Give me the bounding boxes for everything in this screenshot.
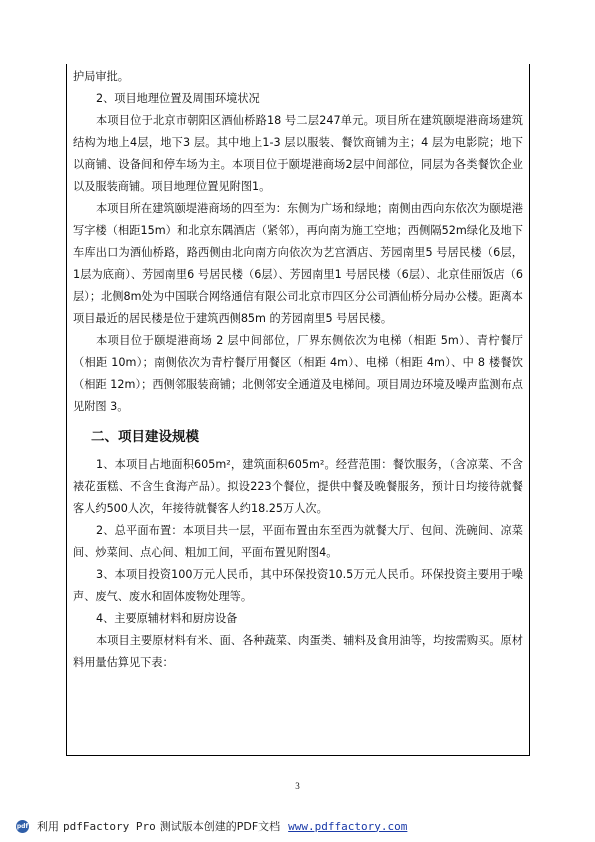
paragraph-location-1: 本项目位于北京市朝阳区酒仙桥路18 号二层247单元。项目所在建筑颐堤港商场建筑结构为地上4层，地下3 层。其中地上1-3 层以服装、餐饮商铺为主；4 层为电影院；地下以商铺、设备间和停车场为主。本项目位于颐堤港商场2层中间部位，同层为各类餐饮企业以及服装商铺。项目地理位置见附图1。 bbox=[73, 114, 523, 193]
pdf-footer bbox=[16, 816, 407, 836]
pdffactory-logo-icon: pdf bbox=[16, 820, 29, 833]
paragraph-continuation: 护局审批。 bbox=[73, 70, 129, 83]
footer-prefix: 利用 bbox=[37, 820, 59, 833]
paragraph-location-3: 本项目位于颐堤港商场 2 层中间部位，厂界东侧依次为电梯（相距 5m）、青柠餐厅（相距 10m）；南侧依次为青柠餐厅用餐区（相距 4m）、电梯（相距 4m）、中 8 楼餐饮（相距 12m）；西侧邻服装商铺；北侧邻安全通道及电梯间。项目周边环境及噪声监测布点见附图 3。 bbox=[73, 334, 523, 413]
paragraph-scale-3: 3、本项目投资100万元人民币，其中环保投资10.5万元人民币。环保投资主要用于噪声、废气、废水和固体废物处理等。 bbox=[73, 568, 523, 603]
paragraph-location-2: 本项目所在建筑颐堤港商场的四至为：东侧为广场和绿地；南侧由西向东依次为颐堤港写字楼（相距15m）和北京东隅酒店（紧邻），再向南为施工空地；西侧隔52m绿化及地下车库出口为酒仙桥路，路西侧由北向南方向依次为艺宫酒店、芳园南里5 号居民楼（6层，1层为底商）、芳园南里6 号居民楼（6层）、芳园南里1 号居民楼（6层）、北京佳丽饭店（6层）；北侧8m处为中国联合网络通信有限公司北京市四区分公司酒仙桥分局办公楼。距离本项目最近的居民楼是位于建筑西侧85m 的芳园南里5 号居民楼。 bbox=[73, 202, 523, 325]
subheading-materials: 4、主要原辅材料和厨房设备 bbox=[96, 612, 238, 625]
page-number: 3 bbox=[295, 781, 300, 791]
footer-link[interactable]: www.pdffactory.com bbox=[288, 819, 408, 833]
section-title-scale: 二、项目建设规模 bbox=[91, 429, 199, 445]
document-body bbox=[66, 66, 530, 674]
footer-suffix: 测试版本创建的PDF文档 bbox=[159, 820, 281, 833]
paragraph-scale-2: 2、总平面布置：本项目共一层，平面布置由东至西为就餐大厅、包间、洗碗间、凉菜间、炒菜间、点心间、粗加工间，平面布置见附图4。 bbox=[73, 524, 523, 559]
footer-product: pdfFactory Pro bbox=[63, 819, 156, 833]
paragraph-scale-1: 1、本项目占地面积605m²，建筑面积605m²。经营范围：餐饮服务，（含凉菜、不含裱花蛋糕、不含生食海产品）。拟设223个餐位，提供中餐及晚餐服务，预计日均接待就餐客人约500人次，年接待就餐客人约18.25万人次。 bbox=[73, 458, 523, 515]
paragraph-materials: 本项目主要原材料有米、面、各种蔬菜、肉蛋类、辅料及食用油等，均按需购买。原材料用量估算见下表： bbox=[73, 634, 523, 669]
subheading-location: 2、项目地理位置及周围环境状况 bbox=[96, 92, 260, 105]
